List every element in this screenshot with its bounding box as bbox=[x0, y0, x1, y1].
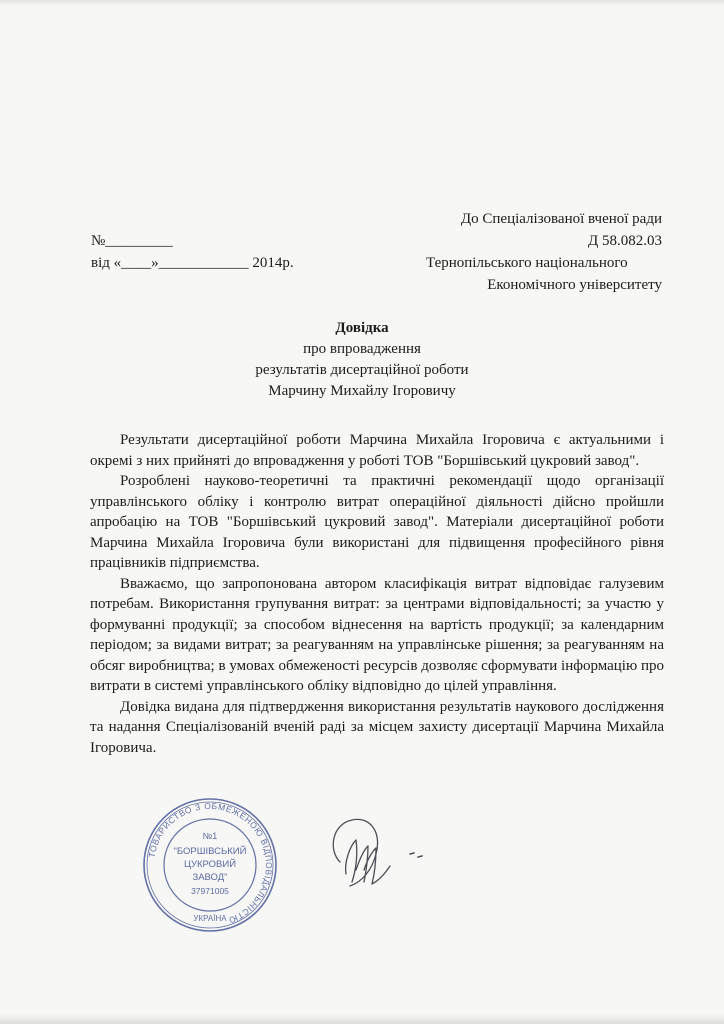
stamp-number: №1 bbox=[202, 831, 218, 841]
registration-number: №_________ bbox=[91, 233, 173, 249]
stamp-ring-text: ТОВАРИСТВО З ОБМЕЖЕНОЮ ВІДПОВІДАЛЬНІСТЮ bbox=[146, 800, 275, 926]
scan-bottom-edge bbox=[0, 1014, 724, 1024]
paragraph-3: Вважаємо, що запропонована автором класифікація витрат відповідає галузевим потребам. Використання групування витрат: за центрами відповідальності; за участю у формуванні продукції; за способом віднесення на вартість продукції; за календарним періодом; за видами витрат; за реагуванням на управлінське рішення; за реагуванням на обсяг виробництва; в умовах обмеженості ресурсів дозволяє сформувати інформацію про витрати в системі управлінського обліку відповідно до цілей управління. bbox=[90, 575, 664, 694]
heading-line-2: результатів дисертаційної роботи bbox=[255, 362, 469, 378]
stamp-name-line-2: ЦУКРОВИЙ bbox=[183, 859, 237, 870]
stamp-name-line-3: ЗАВОД" bbox=[192, 872, 228, 883]
heading-line-1: про впровадження bbox=[303, 341, 421, 357]
registration-date: від «____»____________ 2014р. bbox=[91, 255, 294, 271]
registration-block bbox=[91, 230, 294, 274]
paragraph-2: Розроблені науково-теоретичні та практичні рекомендації щодо організації управлінського обліку і контролю витрат операційної діяльності дійсно пройшли апробацію на ТОВ "Боршівський цукровий завод". Матеріали дисертаційної роботи Марчина Михайла Ігоровича були використані для підвищення професійного рівня працівників підприємства. bbox=[90, 473, 664, 571]
document-body bbox=[90, 430, 664, 758]
stamp-name-line-1: "БОРШІВСЬКИЙ bbox=[173, 846, 247, 857]
addressee-line-4: Економічного університету bbox=[487, 277, 662, 293]
addressee-line-3: Тернопільського національного bbox=[426, 255, 628, 271]
heading-line-3: Марчину Михайлу Ігоровичу bbox=[268, 383, 456, 399]
scan-top-edge bbox=[0, 0, 724, 6]
document-title: Довідка bbox=[335, 320, 389, 336]
stamp-code: 37971005 bbox=[191, 886, 229, 896]
paragraph-4: Довідка видана для підтвердження використання результатів наукового дослідження та надання Спеціалізованій вченій раді за місцем захисту дисертації Марчина Михайла Ігоровича. bbox=[90, 698, 664, 756]
addressee-line-1: До Спеціалізованої вченої ради bbox=[460, 211, 662, 227]
company-stamp bbox=[140, 795, 280, 935]
document-heading bbox=[100, 318, 624, 402]
handwritten-signature bbox=[310, 810, 460, 900]
addressee-block bbox=[400, 208, 662, 296]
stamp-country: УКРАЇНА bbox=[193, 914, 227, 923]
addressee-line-2: Д 58.082.03 bbox=[588, 233, 662, 249]
paragraph-1: Результати дисертаційної роботи Марчина Михайла Ігоровича є актуальними і окремі з них прийняті до впровадження у роботі ТОВ "Боршівський цукровий завод". bbox=[90, 432, 664, 469]
